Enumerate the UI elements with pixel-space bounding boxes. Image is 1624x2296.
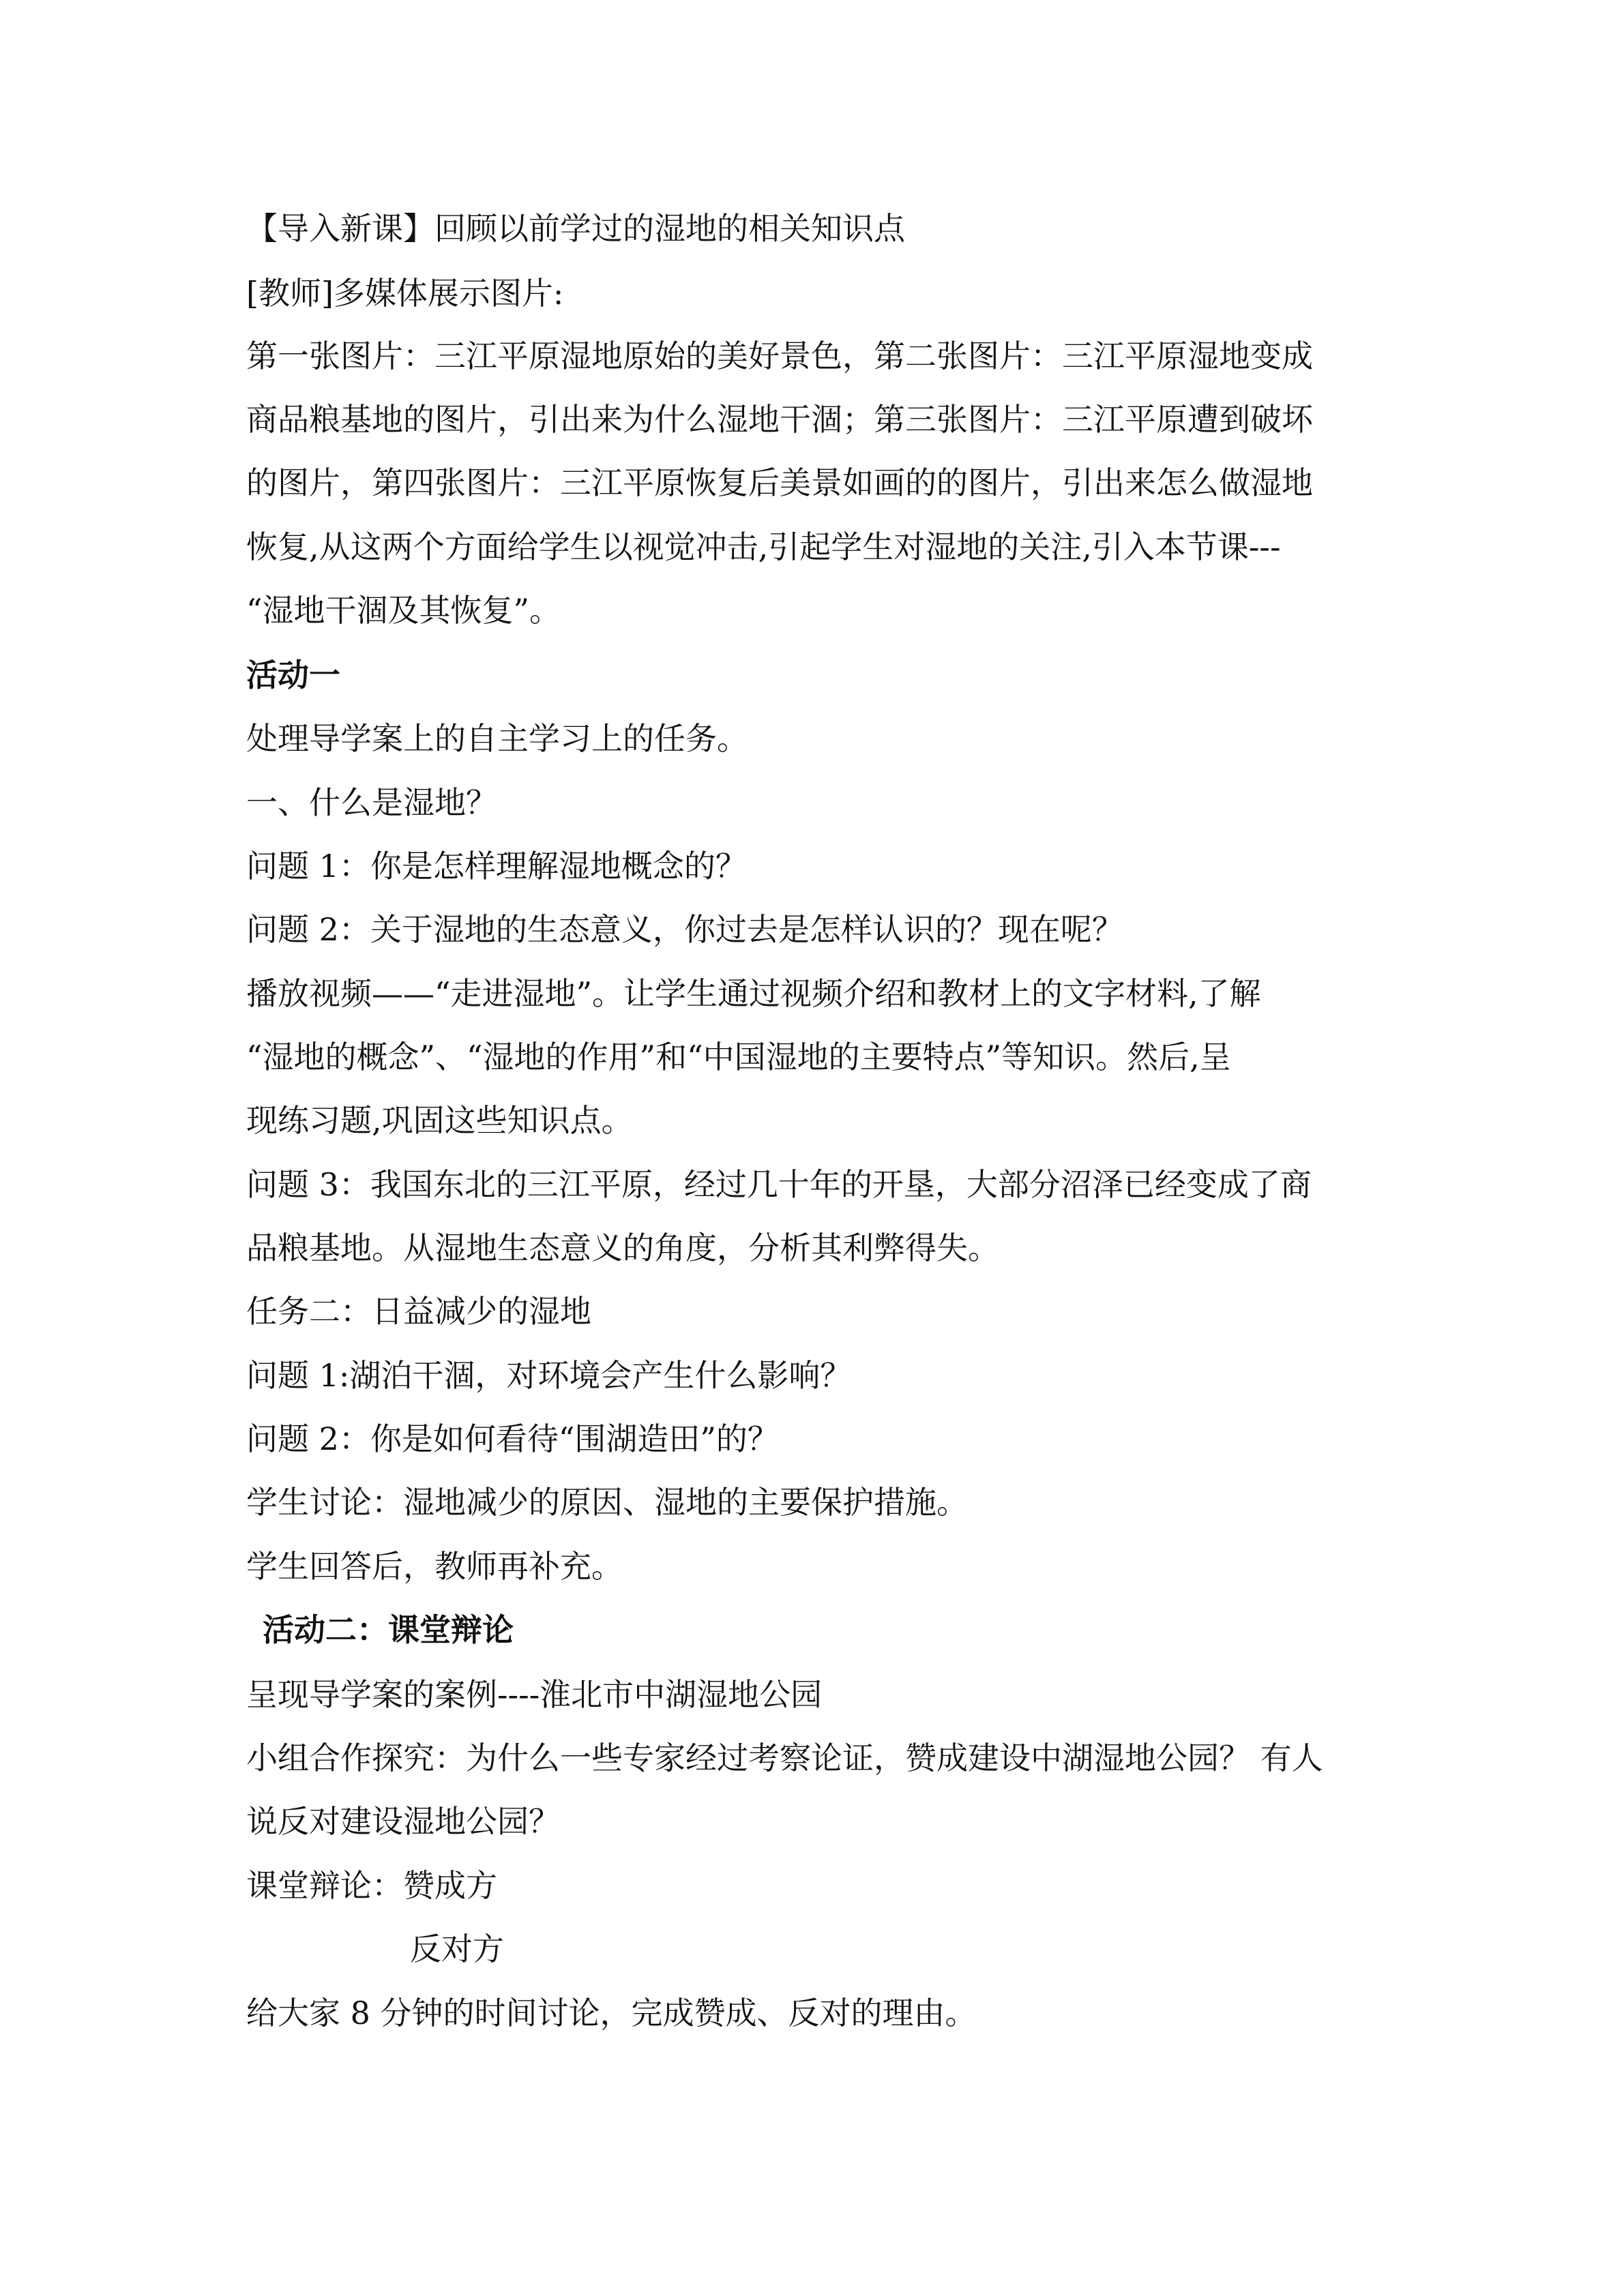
debate-opposing-side: 反对方 (410, 1930, 504, 1967)
paragraph-line: 现练习题,巩固这些知识点。 (246, 1102, 633, 1139)
paragraph-line: 商品粮基地的图片，引出来为什么湿地干涸；第三张图片：三江平原遭到破坏 (246, 401, 1313, 438)
paragraph-line: 恢复,从这两个方面给学生以视觉冲击,引起学生对湿地的关注,引入本节课--- (246, 528, 1281, 565)
task-heading: 任务二：日益减少的湿地 (246, 1293, 591, 1330)
paragraph-line: “湿地干涸及其恢复”。 (246, 592, 561, 629)
question-line: 问题 2：关于湿地的生态意义，你过去是怎样认识的？现在呢？ (246, 911, 1123, 948)
paragraph-line: 处理导学案上的自主学习上的任务。 (246, 720, 748, 757)
intro-heading: 【导入新课】回顾以前学过的湿地的相关知识点 (246, 210, 905, 247)
question-line: 问题 1：你是怎样理解湿地概念的？ (246, 848, 747, 884)
paragraph-line: “湿地的概念”、“湿地的作用”和“中国湿地的主要特点”等知识。然后,呈 (246, 1039, 1231, 1075)
paragraph-line: 品粮基地。从湿地生态意义的角度，分析其利弊得失。 (246, 1229, 999, 1266)
debate-line: 课堂辩论：赞成方 (246, 1867, 497, 1904)
paragraph-line: 给大家 8 分钟的时间讨论，完成赞成、反对的理由。 (246, 1995, 977, 2031)
paragraph-line: 播放视频——“走进湿地”。让学生通过视频介绍和教材上的文字材料,了解 (246, 975, 1261, 1012)
paragraph-line: 呈现导学案的案例----淮北市中湖湿地公园 (246, 1676, 823, 1713)
question-line: 问题 2：你是如何看待“围湖造田”的？ (246, 1420, 779, 1457)
activity-one-heading: 活动一 (246, 657, 340, 694)
section-heading: 一、什么是湿地？ (246, 784, 497, 821)
question-line: 问题 3：我国东北的三江平原，经过几十年的开垦，大部分沼泽已经变成了商 (246, 1166, 1312, 1203)
teacher-note: [教师]多媒体展示图片: (246, 275, 564, 312)
paragraph-line: 小组合作探究：为什么一些专家经过考察论证，赞成建设中湖湿地公园？ 有人 (246, 1740, 1323, 1776)
paragraph-line: 第一张图片：三江平原湿地原始的美好景色，第二张图片：三江平原湿地变成 (246, 338, 1313, 374)
paragraph-line: 学生回答后，教师再补充。 (246, 1548, 623, 1585)
paragraph-line: 学生讨论：湿地减少的原因、湿地的主要保护措施。 (246, 1484, 968, 1521)
paragraph-line: 说反对建设湿地公园？ (246, 1803, 560, 1840)
activity-two-heading: 活动二：课堂辩论 (263, 1611, 514, 1648)
paragraph-line: 的图片，第四张图片：三江平原恢复后美景如画的的图片，引出来怎么做湿地 (246, 464, 1313, 501)
question-line: 问题 1:湖泊干涸，对环境会产生什么影响？ (246, 1357, 852, 1394)
